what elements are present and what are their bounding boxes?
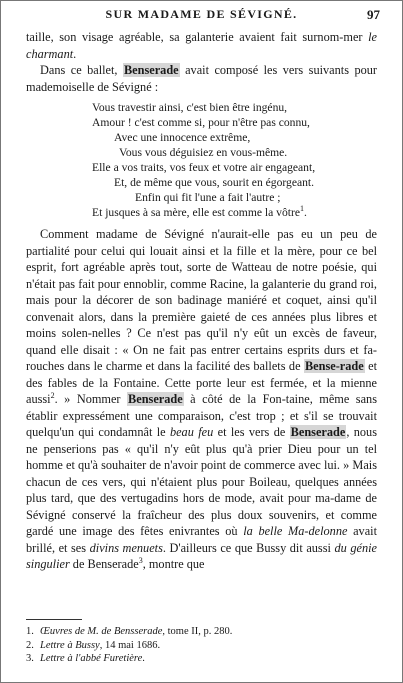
body-text [26, 29, 377, 573]
intro-paragraph: taille, son visage agréable, sa galanterie avaient fait surnom-mer le charmant. [26, 30, 377, 61]
verse-line: Enfin qui fit l'une a fait l'autre ; [135, 191, 281, 204]
ballet-paragraph: Dans ce ballet, Benserade avait composé les vers suivants pour mademoiselle de Sévigné : [26, 63, 377, 94]
highlighted-name: Benserade [128, 392, 183, 406]
footnote-ref: 2 [50, 390, 55, 400]
verse-block [26, 100, 377, 220]
running-title: SUR MADAME DE SÉVIGNÉ. [105, 7, 298, 21]
verse-line: Vous vous déguisiez en vous-même. [119, 146, 288, 159]
footnote-ref: 1 [299, 204, 304, 214]
footnote-divider [26, 619, 82, 620]
intro-text: taille, son visage agréable, sa galanterie avaient fait surnom-mer [26, 30, 369, 44]
footnotes [26, 625, 377, 666]
footnote-item: 3. Lettre à l'abbé Furetière. [26, 653, 145, 664]
main-paragraph: Comment madame de Sévigné n'aurait-elle pas eu un peu de partialité pour celui qui louait ainsi et la fille et la mère, pour ce bel esprit, fort agréable après tout, sorte de Watteau de notre poésie, qui n'était pas fait pour ennoblir, comme Racine, la galanterie du grand roi, mais pour la décorer de son badinage maniéré et coquet, ainsi qu'il convenait alors, dans la première gaieté de ces années plus libres et moins solen-nelles ? Ce n'est pas qu'il n'y eût un excès de faveur, quand elle disait : « On ne fait pas entrer certains esprits durs et fa-rouches dans le charme et dans la facilité des ballets de Bense-rade et des fables de la Fontaine. Cette porte leur est fermée, et la mienne aussi$^2$. » Nommer Benserade à côté de la Fon-taine, même sans établir expressément une comparaison, c'est trop ; et s'il se trouvait quelqu'un qui condamnât le beau feu et les vers de Benserade, nous ne penserions pas « qu'il n'y eût plus qu'à prier Dieu pour un tel homme et qu'à souhaiter de n'avoir point de commerce avec lui. » Mais chacun de ces vers, qui n'étaient plus pour Boileau, quelques années plus tard, que des vertugadins hors de mode, avait pour ma-dame de Sévigné conservé la fraîcheur des plus doux souvenirs, et comme gardé une image des fêtes enivrantes où la belle Ma-delonne avait brillé, et ses divins menuets. D'ailleurs ce que Bussy dit aussi du génie singulier de Benserade$^3$, montre que [26, 227, 378, 571]
page-number: 97 [367, 7, 380, 22]
highlighted-name: Benserade [290, 425, 346, 439]
page-header [1, 7, 402, 23]
verse-line: Vous travestir ainsi, c'est bien être ingénu, [92, 101, 288, 114]
verse-line: Avec une innocence extrême, [114, 131, 251, 144]
verse-line: Et jusques à sa mère, elle est comme la vôtre$^1$. [92, 204, 307, 219]
intro-italic: le charmant [26, 30, 377, 61]
highlighted-name: Bense-rade [304, 359, 364, 373]
verse-line: Amour ! c'est comme si, pour n'être pas connu, [92, 116, 310, 129]
footnote-item: 1. Œuvres de M. de Bensserade, tome II, p. 280. [26, 626, 233, 637]
verse-line: Et, de même que vous, sourit en égorgeant. [114, 176, 315, 189]
footnote-item: 2. Lettre à Bussy, 14 mai 1686. [26, 639, 161, 651]
verse-line: Elle a vos traits, vos feux et votre air engageant, [92, 161, 316, 174]
footnote-ref: 3 [138, 555, 143, 565]
highlighted-name: Benserade [123, 63, 179, 77]
